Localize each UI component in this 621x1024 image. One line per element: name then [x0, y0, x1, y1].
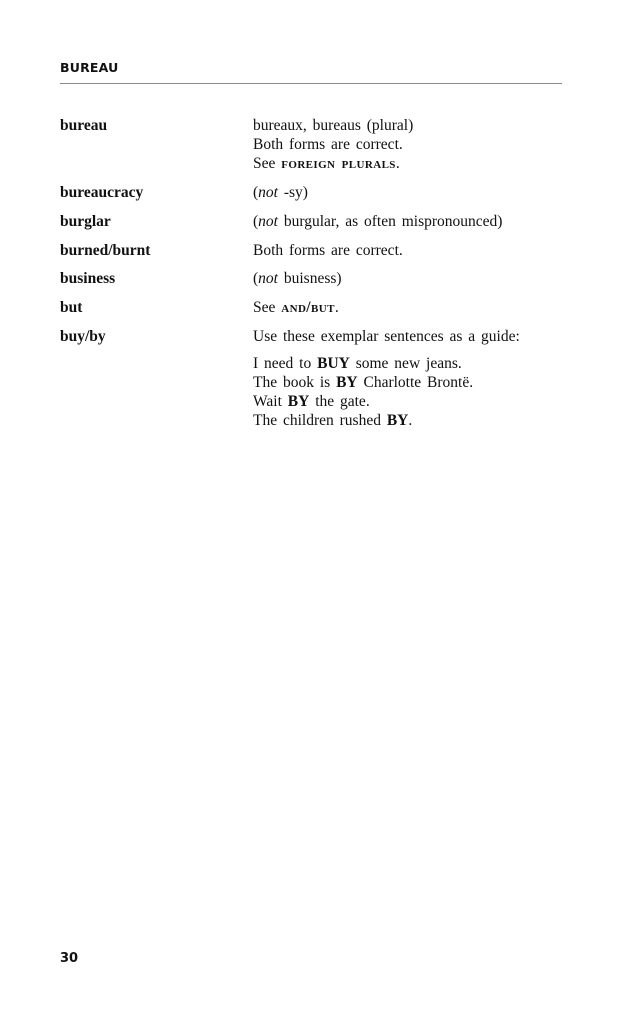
entry-term: but	[60, 299, 83, 316]
definition-line: bureaux, bureaus (plural)	[253, 117, 414, 134]
definition-intro: Use these exemplar sentences as a guide:	[253, 328, 520, 345]
example-sentence	[253, 373, 562, 392]
entry-definition	[253, 327, 562, 430]
example-text: Wait	[253, 393, 288, 410]
example-sentence	[253, 392, 562, 411]
example-keyword: BY	[287, 393, 310, 410]
example-text: The children rushed	[253, 412, 387, 429]
example-keyword: BY	[386, 412, 409, 429]
open-paren: (	[253, 184, 259, 201]
see-suffix: .	[395, 155, 400, 172]
definition-line: Both forms are correct.	[253, 136, 403, 153]
definition-text: -sy)	[277, 184, 308, 201]
example-text: The book is	[253, 374, 337, 391]
entry-definition	[253, 183, 562, 202]
example-text: the gate.	[309, 393, 370, 410]
definition-text: burgular, as often mispronounced)	[277, 213, 503, 230]
entry-definition	[253, 269, 562, 288]
example-text: I need to	[253, 355, 318, 372]
entry-definition: Both forms are correct.	[253, 242, 403, 259]
not-marker: not	[258, 213, 278, 230]
definition-text: buisness)	[277, 270, 342, 287]
entry-term: bureaucracy	[60, 184, 144, 201]
entry-term: bureau	[60, 117, 108, 134]
example-text: some new jeans.	[349, 355, 462, 372]
cross-reference-target: and/but	[281, 299, 335, 316]
example-sentence	[253, 411, 562, 430]
header-rule	[60, 83, 562, 84]
see-prefix: See	[253, 155, 276, 172]
cross-reference	[253, 298, 562, 317]
entry-term: burglar	[60, 213, 111, 230]
page-number: 30	[60, 951, 79, 966]
running-head: BUREAU	[60, 60, 119, 75]
entry-term: business	[60, 270, 116, 287]
not-marker: not	[258, 184, 278, 201]
example-keyword: BY	[336, 374, 358, 391]
example-keyword: BUY	[317, 355, 350, 372]
entry-definition	[253, 212, 562, 231]
cross-reference	[253, 154, 562, 173]
entry-term: buy/by	[60, 328, 106, 345]
not-marker: not	[258, 270, 278, 287]
example-text: .	[408, 412, 413, 429]
open-paren: (	[253, 213, 259, 230]
example-text: Charlotte Brontë.	[357, 374, 474, 391]
example-sentence	[253, 354, 562, 373]
see-suffix: .	[334, 299, 339, 316]
see-prefix: See	[253, 299, 276, 316]
open-paren: (	[253, 270, 259, 287]
entry-term: burned/burnt	[60, 242, 151, 259]
entry-definition	[253, 116, 562, 173]
cross-reference-target: foreign plurals	[281, 155, 396, 172]
